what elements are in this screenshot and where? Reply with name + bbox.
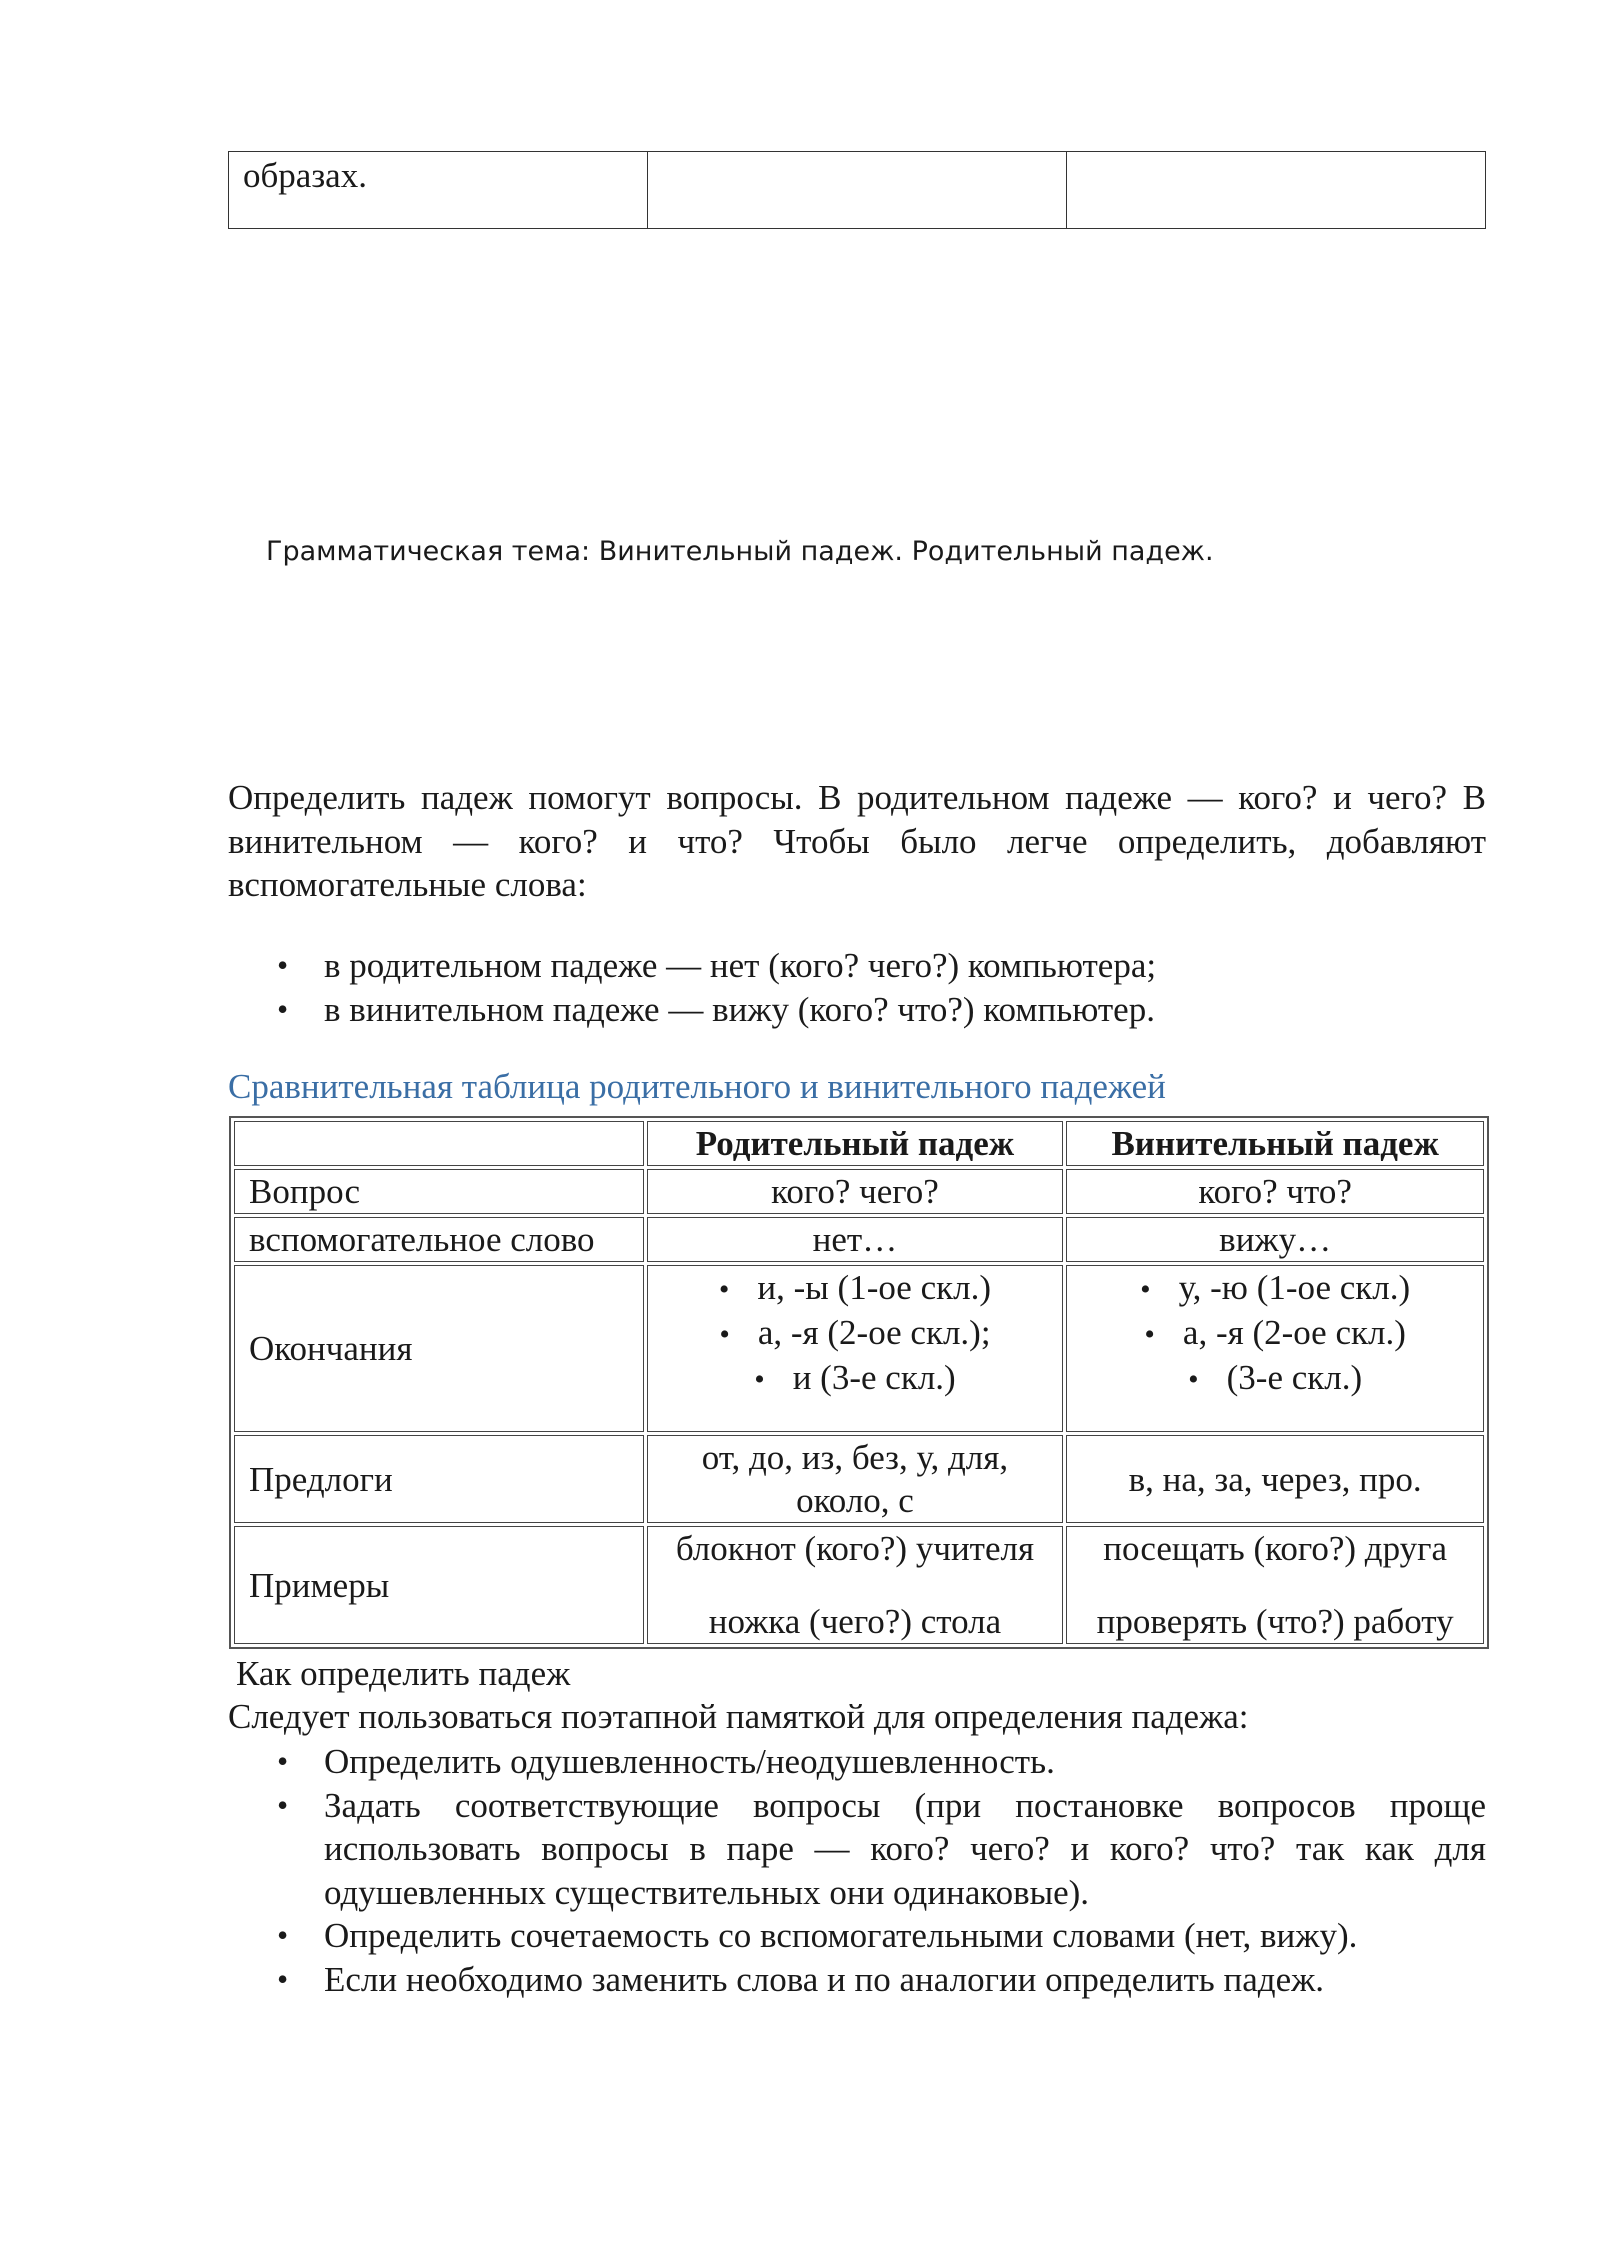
- list-item-text: Задать соответствующие вопросы (при постановке вопросов проще использовать вопросы в паре — кого? чего? и кого? что? так как для одушевленных существительных они одинаковые).: [324, 1785, 1486, 1912]
- list-item: [277, 1958, 1486, 2002]
- list-item: [662, 1311, 1049, 1356]
- row-label: вспомогательное слово: [234, 1217, 644, 1262]
- howto-intro: Следует пользоваться поэтапной памяткой для определения падежа:: [228, 1697, 1249, 1736]
- bullet-icon: •: [1140, 1273, 1151, 1306]
- row-label: Примеры: [234, 1526, 644, 1644]
- bullet-icon: •: [277, 1743, 289, 1779]
- genitive-cell: [647, 1526, 1064, 1644]
- howto-steps-list: [277, 1740, 1486, 2001]
- bullet-icon: •: [277, 990, 289, 1027]
- table-cell: [648, 152, 1067, 229]
- header-genitive: Родительный падеж: [647, 1121, 1064, 1166]
- list-item-text: а, -я (2-ое скл.): [1182, 1313, 1406, 1352]
- table-row-helper: [234, 1217, 1484, 1262]
- list-item: [1081, 1356, 1469, 1401]
- bullet-icon: •: [1144, 1318, 1155, 1351]
- accusative-cell: [1066, 1265, 1484, 1432]
- example-text: блокнот (кого?) учителя: [675, 1529, 1035, 1568]
- table-row-prepositions: [234, 1435, 1484, 1523]
- example-text: посещать (кого?) друга: [1103, 1529, 1448, 1568]
- howto-title: Как определить падеж: [236, 1654, 571, 1693]
- intro-paragraph: [228, 776, 1486, 907]
- list-item-text: Определить сочетаемость со вспомогательными словами (нет, вижу).: [324, 1916, 1358, 1955]
- example-pair: [654, 1527, 1057, 1643]
- bullet-icon: •: [277, 1786, 289, 1823]
- row-label: Предлоги: [234, 1435, 644, 1523]
- accusative-endings-list: [1081, 1266, 1469, 1401]
- list-item-text: (3-е скл.): [1226, 1358, 1363, 1397]
- bullet-icon: •: [277, 1960, 289, 1997]
- example-text: ножка (чего?) стола: [708, 1602, 1002, 1641]
- table-row-examples: [234, 1526, 1484, 1644]
- genitive-cell: [647, 1265, 1064, 1432]
- bullet-icon: •: [719, 1318, 730, 1351]
- bullet-icon: •: [754, 1363, 765, 1396]
- bullet-icon: •: [1188, 1363, 1199, 1396]
- header-cell-empty: [234, 1121, 644, 1166]
- row-label: Окончания: [234, 1265, 644, 1432]
- table-cell: [1067, 152, 1486, 229]
- list-item: [277, 1784, 1486, 1915]
- list-item: [662, 1356, 1049, 1401]
- list-item-text: Если необходимо заменить слова и по аналогии определить падеж.: [324, 1959, 1325, 1999]
- table-row-endings: [234, 1265, 1484, 1432]
- example-text: проверять (что?) работу: [1096, 1602, 1454, 1641]
- accusative-cell: [1066, 1526, 1484, 1644]
- bullet-icon: •: [718, 1273, 730, 1306]
- top-table-fragment: [228, 151, 1486, 229]
- list-item-text: Определить одушевленность/неодушевленность.: [324, 1742, 1055, 1781]
- example-pair: [1073, 1527, 1477, 1643]
- table-row: [229, 152, 1486, 229]
- examples-list: [277, 944, 1486, 1031]
- table-header-row: [234, 1121, 1484, 1166]
- list-item-text: в винительном падеже — вижу (кого? что?) компьютер.: [324, 989, 1155, 1029]
- header-accusative: Винительный падеж: [1066, 1121, 1484, 1166]
- accusative-cell: кого? что?: [1066, 1169, 1484, 1214]
- accusative-cell: вижу…: [1066, 1217, 1484, 1262]
- genitive-endings-list: [662, 1266, 1049, 1401]
- list-item-text: и (3-е скл.): [792, 1358, 956, 1397]
- genitive-cell: нет…: [647, 1217, 1064, 1262]
- list-item: [277, 988, 1486, 1032]
- intro-text: Определить падеж помогут вопросы. В родительном падеже — кого? и чего? В винительном — кого? и что? Чтобы было легче определить, добавляют вспомогательные слова:: [228, 778, 1486, 904]
- list-item: [277, 1914, 1486, 1958]
- row-label: Вопрос: [234, 1169, 644, 1214]
- genitive-cell: кого? чего?: [647, 1169, 1064, 1214]
- table-cell: образах.: [229, 152, 648, 229]
- grammar-topic: Грамматическая тема: Винительный падеж. Родительный падеж.: [266, 536, 1214, 567]
- list-item: [277, 1740, 1486, 1784]
- list-item: [662, 1266, 1049, 1311]
- bullet-icon: •: [277, 947, 289, 983]
- list-item-text: и, -ы (1-ое скл.): [757, 1268, 991, 1307]
- list-item: [1081, 1266, 1469, 1311]
- list-item-text: в родительном падеже — нет (кого? чего?) компьютера;: [324, 946, 1157, 985]
- table-row-question: [234, 1169, 1484, 1214]
- comparison-heading: Сравнительная таблица родительного и винительного падежей: [228, 1067, 1166, 1106]
- list-item-text: у, -ю (1-ое скл.): [1178, 1268, 1411, 1307]
- list-item: [1081, 1311, 1469, 1356]
- accusative-cell: в, на, за, через, про.: [1066, 1435, 1484, 1523]
- list-item-text: а, -я (2-ое скл.);: [757, 1313, 991, 1352]
- comparison-table: [229, 1116, 1489, 1649]
- bullet-icon: •: [277, 1917, 289, 1953]
- genitive-cell: от, до, из, без, у, для, около, с: [647, 1435, 1064, 1523]
- list-item: [277, 944, 1486, 988]
